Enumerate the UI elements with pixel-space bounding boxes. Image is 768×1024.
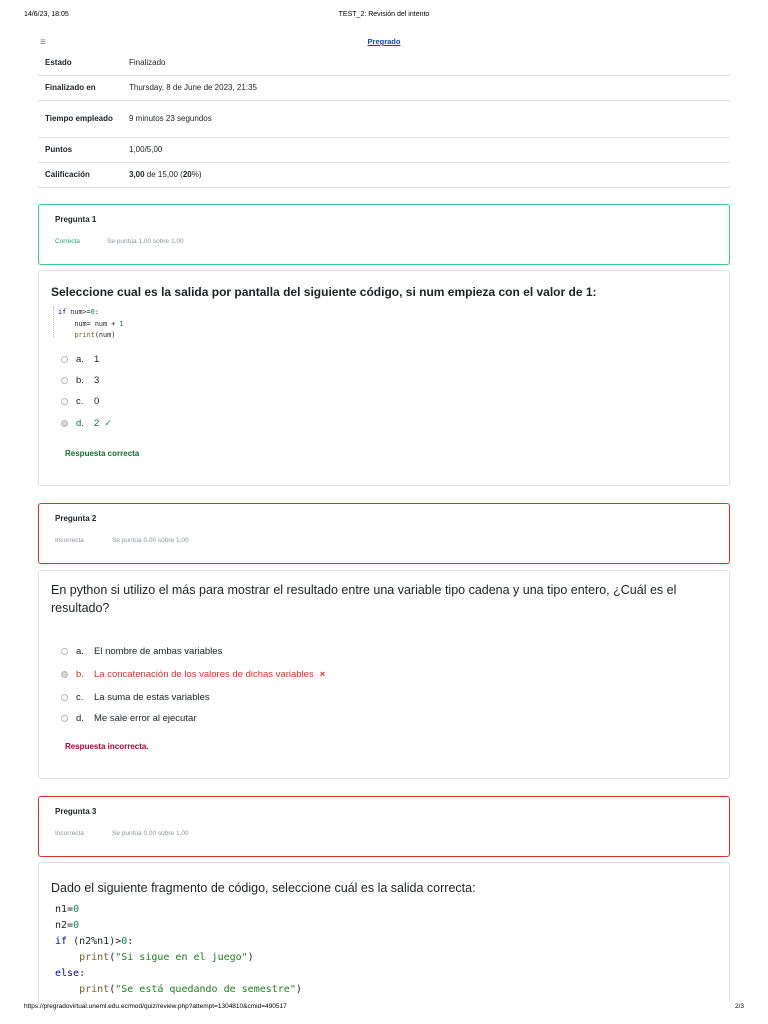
answer-text: La suma de estas variables	[94, 692, 210, 703]
code-line: num= num + 1	[58, 319, 124, 328]
summary-row	[38, 137, 730, 162]
grade-text-end: %)	[191, 170, 202, 179]
radio-button[interactable]	[61, 648, 68, 655]
answer-option-selected[interactable]	[61, 418, 112, 429]
question-3-info	[38, 796, 730, 857]
answer-letter: d.	[76, 713, 84, 724]
question-state: Correcta	[55, 238, 80, 245]
radio-button-selected[interactable]	[61, 671, 68, 678]
radio-button[interactable]	[61, 377, 68, 384]
answer-text: 0	[94, 396, 100, 407]
answer-text: 3	[94, 375, 100, 386]
summary-value: 1,00/5,00	[122, 137, 730, 162]
grade-text: de 15,00 (	[144, 170, 183, 179]
summary-row	[38, 162, 730, 187]
code-block	[55, 902, 302, 998]
summary-row	[38, 75, 730, 100]
check-icon: ✓	[104, 418, 113, 429]
summary-value: Thursday, 8 de June de 2023, 21:35	[122, 75, 730, 100]
hamburger-icon[interactable]: ≡	[40, 37, 46, 48]
grade-percent: 20	[182, 170, 192, 179]
answer-option[interactable]	[61, 646, 222, 657]
summary-row	[38, 50, 730, 75]
answer-option[interactable]	[61, 396, 99, 407]
answer-letter: c.	[76, 692, 84, 703]
question-1-content	[38, 270, 730, 486]
question-number: Pregunta 1	[55, 215, 97, 224]
question-text: Dado el siguiente fragmento de código, seleccione cuál es la salida correcta:	[51, 881, 476, 895]
code-line: print("Si sigue en el juego")	[55, 952, 254, 963]
code-line: if num>=0:	[58, 308, 99, 316]
answer-text: 1	[94, 354, 100, 365]
answer-letter: a.	[76, 354, 84, 365]
answer-option[interactable]	[61, 375, 99, 386]
radio-button-selected[interactable]	[61, 420, 68, 427]
answer-option[interactable]	[61, 692, 210, 703]
summary-label: Calificación	[38, 162, 122, 187]
cross-icon: ×	[319, 669, 326, 680]
question-2-content	[38, 570, 730, 779]
question-number: Pregunta 3	[55, 807, 97, 816]
code-line: print("Se está quedando de semestre")	[55, 984, 302, 995]
question-3-content	[38, 862, 730, 1002]
code-line: print(num)	[58, 331, 116, 339]
answer-text: 2	[94, 418, 100, 429]
question-mark: Se puntúa 0,00 sobre 1,00	[112, 830, 189, 837]
answer-text: El nombre de ambas variables	[94, 646, 223, 657]
answer-letter: b.	[76, 375, 84, 386]
question-state: Incorrecta	[55, 537, 84, 544]
answer-text: Me sale error al ejecutar	[94, 713, 197, 724]
print-datetime: 14/6/23, 18:05	[24, 11, 69, 18]
summary-value: 9 minutos 23 segundos	[122, 100, 730, 137]
question-mark: Se puntúa 0,00 sobre 1,00	[112, 537, 189, 544]
summary-label: Puntos	[38, 137, 122, 162]
code-line: n1=0	[55, 904, 80, 915]
question-feedback: Respuesta correcta	[65, 449, 140, 458]
question-1-info	[38, 204, 730, 265]
radio-button[interactable]	[61, 356, 68, 363]
code-block	[58, 307, 123, 342]
radio-button[interactable]	[61, 694, 68, 701]
summary-label: Finalizado en	[38, 75, 122, 100]
page-url: https://pregradovirtual.uneml.edu.ec/mod/quiz/review.php?attempt=1304810&cmid=490517	[24, 1003, 287, 1010]
answer-letter: a.	[76, 646, 84, 657]
brand-link[interactable]: Pregrado	[367, 37, 401, 46]
code-gutter	[53, 307, 56, 337]
answer-option-selected[interactable]	[61, 669, 325, 680]
answer-option[interactable]	[61, 713, 196, 724]
question-text: En python si utilizo el más para mostrar el resultado entre una variable tipo cadena y una tipo entero, ¿Cuál es el resultado?	[51, 583, 677, 615]
print-title: TEST_2: Revisión del intento	[338, 11, 430, 18]
answer-letter: c.	[76, 396, 84, 407]
code-line: if (n2%n1)>0:	[55, 936, 134, 947]
answer-letter: d.	[76, 418, 84, 429]
question-text: Seleccione cual es la salida por pantalla del siguiente código, si num empieza con el valor de 1:	[51, 285, 597, 299]
summary-value: Finalizado	[122, 50, 730, 75]
question-mark: Se puntúa 1,00 sobre 1,00	[107, 238, 184, 245]
question-state: Incorrecta	[55, 830, 84, 837]
grade-value: 3,00	[129, 170, 145, 179]
question-feedback: Respuesta incorrecta.	[65, 742, 149, 751]
page-number: 2/3	[734, 1003, 744, 1010]
radio-button[interactable]	[61, 398, 68, 405]
summary-label: Estado	[38, 50, 122, 75]
radio-button[interactable]	[61, 715, 68, 722]
question-number: Pregunta 2	[55, 514, 97, 523]
question-2-info	[38, 503, 730, 564]
answer-option[interactable]	[61, 354, 99, 365]
code-line: else:	[55, 968, 86, 979]
summary-row	[38, 100, 730, 137]
answer-text: La concatenación de los valores de dichas variables	[94, 669, 314, 680]
attempt-summary-table	[38, 50, 730, 188]
summary-value	[122, 162, 730, 187]
code-line: n2=0	[55, 920, 80, 931]
summary-label: Tiempo empleado	[38, 100, 122, 137]
answer-letter: b.	[76, 669, 84, 680]
